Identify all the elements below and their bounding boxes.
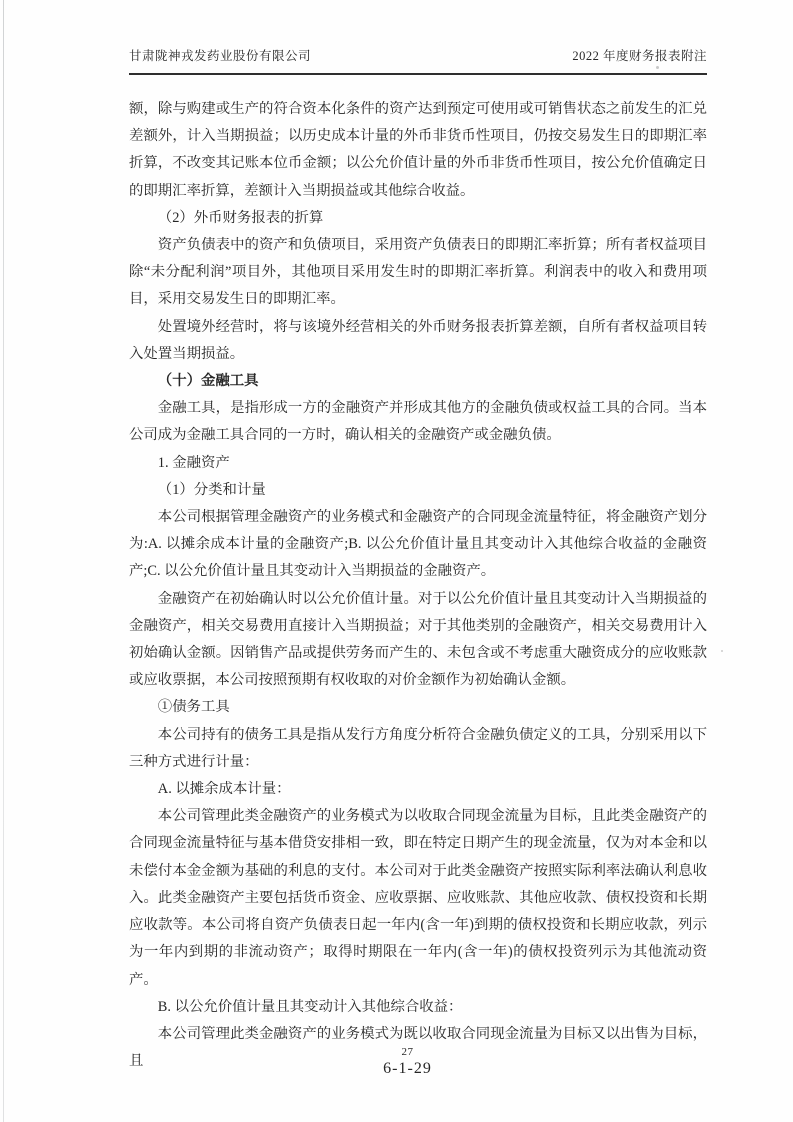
report-title: 2022 年度财务报表附注	[572, 49, 707, 63]
section-heading: （2）外币财务报表的折算	[157, 209, 324, 226]
page-number: 27	[401, 1046, 414, 1058]
page-footer	[383, 1046, 432, 1078]
section-heading: B. 以公允价值计量且其变动计入其他综合收益：	[157, 998, 463, 1015]
paragraph-continuation: 额，除与购建或生产的符合资本化条件的资产达到预定可使用或可销售状态之前发生的汇兑差额外，计入当期损益；以历史成本计量的外币非货币性项目，仍按交易发生日的即期汇率折算，不改变其记账本位币金额；以公允价值计量的外币非货币性项目，按公允价值确定日的即期汇率折算，差额计入当期损益或其他综合收益。	[129, 101, 707, 199]
paragraph: 本公司根据管理金融资产的业务模式和金融资产的合同现金流量特征，将金融资产划分为:A. 以摊余成本计量的金融资产;B. 以公允价值计量且其变动计入其他综合收益的金融资产;C. 以公允价值计量且其变动计入当期损益的金融资产。	[129, 509, 707, 580]
section-heading: （1）分类和计量	[157, 481, 266, 498]
paragraph: 金融资产在初始确认时以公允价值计量。对于以公允价值计量且其变动计入当期损益的金融资产，相关交易费用直接计入当期损益；对于其他类别的金融资产，相关交易费用计入初始确认金额。因销售产品或提供劳务而产生的、未包含或不考虑重大融资成分的应收账款或应收票据，本公司按照预期有权收取的对价金额作为初始确认金额。	[129, 590, 707, 689]
paragraph: 金融工具，是指形成一方的金融资产并形成其他方的金融负债或权益工具的合同。当本公司成为金融工具合同的一方时，确认相关的金融资产或金融负债。	[129, 400, 707, 444]
scan-speck	[721, 650, 723, 652]
paragraph: 资产负债表中的资产和负债项目，采用资产负债表日的即期汇率折算；所有者权益项目除“未分配利润”项目外，其他项目采用发生时的即期汇率折算。利润表中的收入和费用项目，采用交易发生日的即期汇率。	[129, 237, 707, 308]
section-heading: A. 以摊余成本计量：	[157, 781, 291, 798]
section-heading: 1. 金融资产	[157, 454, 230, 471]
paragraph: 本公司管理此类金融资产的业务模式为以收取合同现金流量为目标，且此类金融资产的合同现金流量特征与基本借贷安排相一致，即在特定日期产生的现金流量，仅为对本金和以未偿付本金金额为基础的利息的支付。本公司对于此类金融资产按照实际利率法确认利息收入。此类金融资产主要包括货币资金、应收票据、应收账款、其他应收款、债权投资和长期应收款等。本公司将自资产负债表日起一年内(含一年)到期的债权投资和长期应收款，列示为一年内到期的非流动资产；取得时期限在一年内(含一年)的债权投资列示为其他流动资产。	[129, 808, 707, 988]
section-heading: （十）金融工具	[157, 373, 259, 390]
doc-page-code: 6-1-29	[383, 1060, 432, 1077]
paragraph: 本公司持有的债务工具是指从发行方角度分析符合金融负债定义的工具，分别采用以下三种方式进行计量：	[129, 726, 707, 770]
scan-edge-line	[3, 0, 4, 1122]
section-heading: ①债务工具	[157, 699, 230, 716]
company-name: 甘肃陇神戎发药业股份有限公司	[129, 49, 312, 63]
document-body	[129, 96, 707, 1075]
paragraph: 本公司管理此类金融资产的业务模式为既以收取合同现金流量为目标又以出售为目标，且	[129, 1025, 707, 1070]
paragraph: 处置境外经营时，将与该境外经营相关的外币财务报表折算差额，自所有者权益项目转入处置当期损益。	[129, 318, 707, 362]
page-header	[129, 46, 707, 75]
